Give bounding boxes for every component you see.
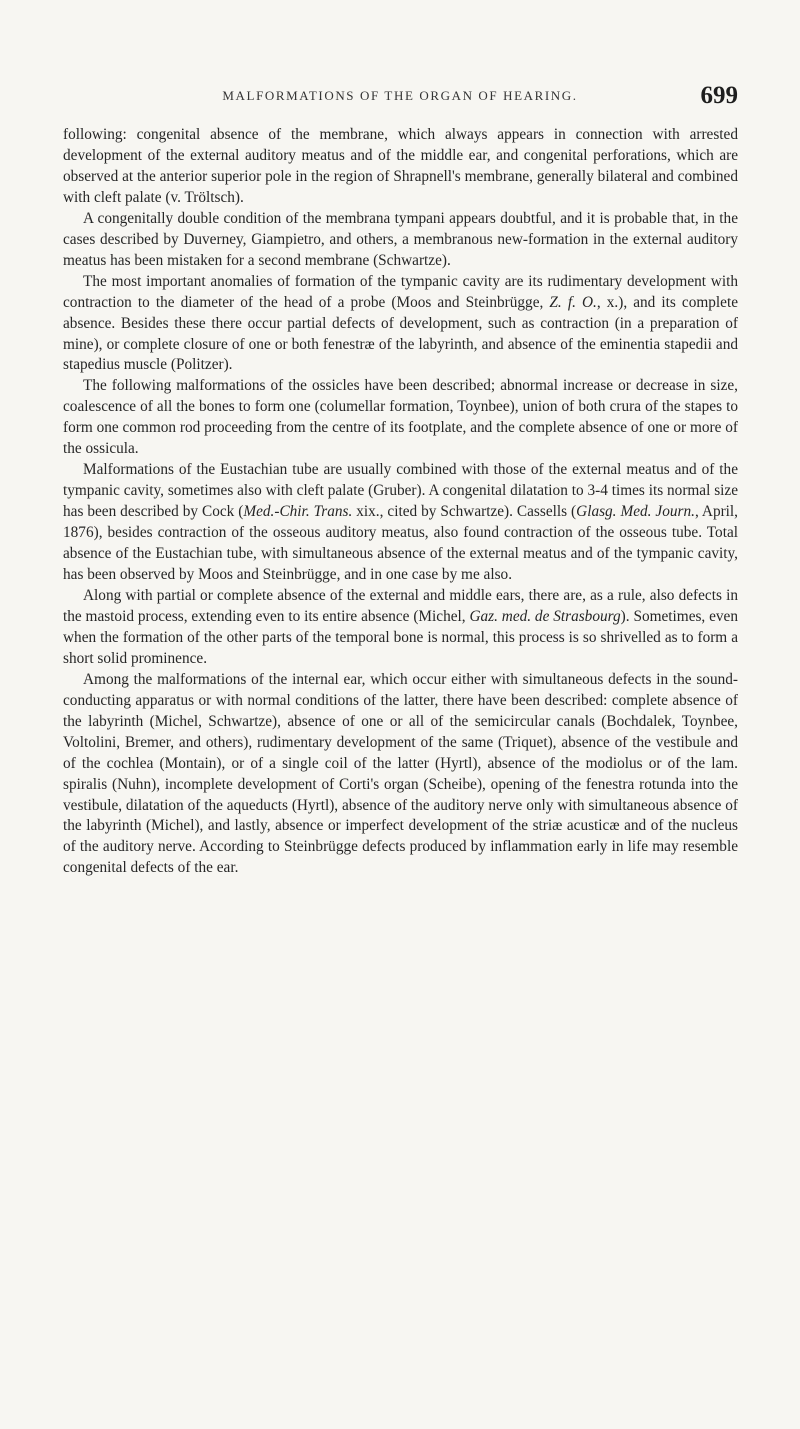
- text-run: Malformations of the Eustachian tube are usually combined with those of the external meatus and of the tympanic cavity, sometimes also with cleft palate (Gruber). A congenital dilatation to 3-4 times its normal size has been described by Cock (: [63, 461, 738, 521]
- text-run: A congenitally double condition of the membrana tympani appears doubtful, and it is probable that, in the cases described by Duverney, Giampietro, and others, a membranous new-formation in the external auditory meatus has been mistaken for a second membrane (Schwartze).: [63, 209, 738, 269]
- page-number: 699: [700, 82, 738, 109]
- paragraph-4: [63, 376, 738, 460]
- page-header: [0, 82, 800, 112]
- paragraph-3: [63, 272, 738, 377]
- citation-italic: Gaz. med. de Strasbourg: [469, 607, 621, 625]
- running-head: MALFORMATIONS OF THE ORGAN OF HEARING.: [222, 88, 578, 103]
- paragraph-1: [63, 125, 738, 209]
- paragraph-6: [63, 586, 738, 670]
- text-run: Along with partial or complete absence of the external and middle ears, there are, as a rule, also defects in the mastoid process, extending even to its entire absence (Michel,: [63, 586, 738, 625]
- text-run: The following malformations of the ossicles have been described; abnormal increase or decrease in size, coalescence of all the bones to form one (columellar formation, Toynbee), union of both crura of the stapes to form one common rod proceeding from the centre of its footplate, and the complete absence of one or more of the ossicula.: [63, 377, 738, 458]
- text-run: , x.), and its complete absence. Besides these there occur partial defects of development, such as contraction (in a preparation of mine), or complete closure of one or both fenestræ of the labyrinth, and absence of the eminentia stapedii and stapedius muscle (Politzer).: [63, 293, 739, 374]
- paragraph-7: [63, 670, 738, 880]
- text-run: ). Sometimes, even when the formation of the other parts of the temporal bone is normal, this process is so shrivelled as to form a short solid prominence.: [63, 607, 738, 667]
- paragraph-2: [63, 209, 738, 272]
- text-run: following: congenital absence of the membrane, which always appears in connection with arrested development of the external auditory meatus and of the middle ear, and congenital perforations, which are observed at the anterior superior pole in the region of Shrapnell's membrane, generally bilateral and combined with cleft palate (v. Tröltsch).: [63, 126, 738, 206]
- text-run: xix., cited by Schwartze). Cassells (: [352, 503, 577, 521]
- text-run: The most important anomalies of formation of the tympanic cavity are its rudimentary development with contraction to the diameter of the head of a probe (Moos and Steinbrügge,: [63, 272, 738, 311]
- citation-italic: Med.-Chir. Trans.: [243, 503, 353, 521]
- citation-italic: Z. f. O.: [549, 293, 597, 311]
- text-run: Among the malformations of the internal ear, which occur either with simultaneous defects in the sound-conducting apparatus or with normal conditions of the latter, there have been described: complete absence of the labyrinth (Michel, Schwartze), absence of one or all of the semicircular canals (Bochdalek, Toynbee, Voltolini, Bremer, and others), rudimentary development of the same (Triquet), absence of the vestibule and of the cochlea (Montain), or of a single coil of the latter (Hyrtl), absence of the modiolus or of the lam. spiralis (Nuhn), incomplete development of Corti's organ (Scheibe), opening of the fenestra rotunda into the vestibule, dilatation of the aqueducts (Hyrtl), absence of the auditory nerve only with simultaneous absence of the labyrinth (Michel), and lastly, absence or imperfect development of the striæ acusticæ and of the nucleus of the auditory nerve. According to Steinbrügge defects produced by inflammation early in life may resemble congenital defects of the ear.: [63, 670, 738, 877]
- paragraph-5: [63, 460, 738, 586]
- citation-italic: Glasg. Med. Journ.: [576, 503, 695, 521]
- text-run: , April, 1876), besides contraction of the osseous auditory meatus, also found contraction of the osseous tube. Total absence of the Eustachian tube, with simultaneous absence of the external meatus and of the tympanic cavity, has been observed by Moos and Steinbrügge, and in one case by me also.: [63, 503, 739, 584]
- body-text: [63, 125, 738, 879]
